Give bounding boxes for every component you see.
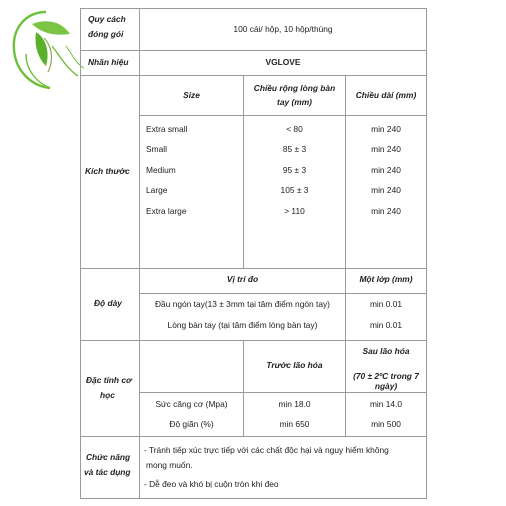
size-length: min 240 [371, 206, 401, 216]
width-header-line2: tay (mm) [277, 97, 312, 107]
property-name: Độ giãn (%) [169, 419, 214, 429]
size-width: 105 ± 3 [280, 185, 309, 195]
property-after: min 14.0 [369, 399, 403, 409]
size-header: Size [183, 90, 200, 100]
properties-label-line1: Đặc tính cơ [86, 375, 132, 385]
thickness-label: Độ dày [94, 298, 122, 308]
size-length: min 240 [371, 185, 401, 195]
brand-label: Nhãn hiệu [88, 57, 129, 67]
function-line: - Dễ đeo và khó bị cuộn tròn khi đeo [144, 479, 279, 489]
size-name: Extra small [146, 124, 188, 134]
size-label: Kích thước [85, 166, 130, 176]
leaf-face-logo-icon [6, 6, 88, 92]
size-name: Large [146, 185, 168, 195]
size-name: Medium [146, 165, 176, 175]
after-aging-note-line1: (70 ± 2ºC trong 7 [353, 371, 419, 381]
function-label-line2: và tác dụng [84, 467, 131, 477]
size-width: > 110 [284, 206, 305, 216]
packaging-label-line2: đóng gói [88, 29, 124, 39]
property-before: min 650 [279, 419, 310, 429]
thickness-position: Lòng bàn tay (tại tâm điểm lòng bàn tay) [167, 320, 318, 330]
after-aging-note-line2: ngày) [374, 381, 398, 391]
properties-label-line2: học [100, 390, 115, 400]
size-name: Extra large [146, 206, 187, 216]
property-name: Sức căng cơ (Mpa) [155, 399, 228, 409]
size-name: Small [146, 144, 167, 154]
before-aging-header: Trước lão hóa [266, 360, 323, 370]
packaging-label-line1: Quy cách [88, 14, 126, 24]
packaging-value: 100 cái/ hộp, 10 hộp/thùng [233, 24, 333, 34]
size-length: min 240 [371, 144, 401, 154]
thickness-position: Đầu ngón tay(13 ± 3mm tại tâm điểm ngón tay) [155, 299, 330, 309]
position-header: Vị trí đo [226, 274, 259, 284]
size-width: < 80 [286, 124, 303, 134]
property-after: min 500 [371, 419, 401, 429]
size-length: min 240 [371, 124, 401, 134]
layer-header: Một lớp (mm) [359, 274, 413, 284]
thickness-value: min 0.01 [369, 320, 403, 330]
thickness-value: min 0.01 [369, 299, 403, 309]
size-length: min 240 [371, 165, 401, 175]
after-aging-header: Sau lão hóa [362, 346, 410, 356]
size-width: 95 ± 3 [282, 165, 307, 175]
size-width: 85 ± 3 [282, 144, 307, 154]
function-line: - Tránh tiếp xúc trực tiếp với các chất độc hại và nguy hiểm không [144, 445, 389, 455]
function-line: mong muốn. [146, 460, 193, 470]
width-header-line1: Chiều rộng lòng bàn [253, 83, 336, 93]
brand-value: VGLOVE [265, 57, 301, 67]
property-before: min 18.0 [278, 399, 311, 409]
length-header: Chiều dài (mm) [355, 90, 417, 100]
function-label-line1: Chức năng [86, 452, 131, 462]
